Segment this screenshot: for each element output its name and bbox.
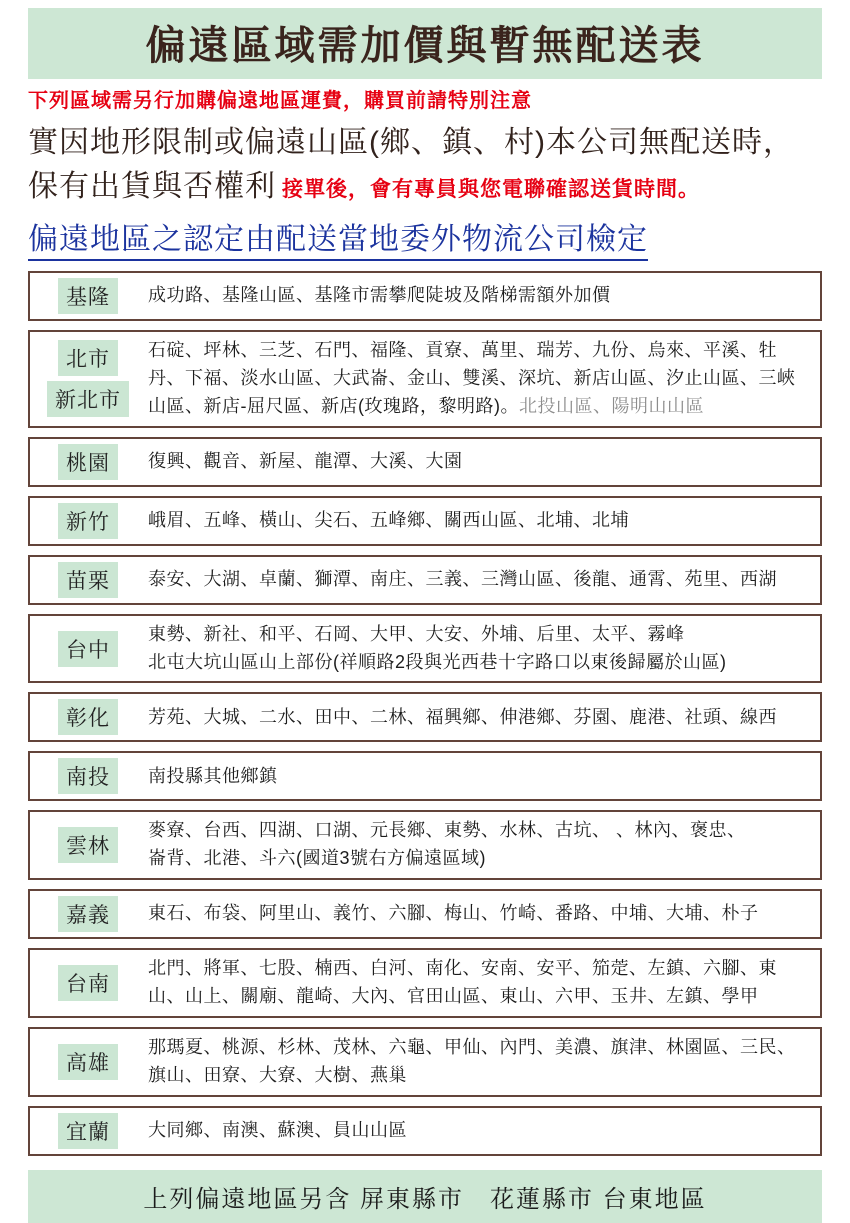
table-row-tainan <box>28 948 822 1018</box>
table-row-changhua <box>28 692 822 742</box>
region-label-group <box>46 896 130 932</box>
region-areas <box>148 955 810 1011</box>
region-label: 北市 <box>58 340 118 376</box>
region-areas <box>148 763 810 791</box>
area-text: 峨眉、五峰、橫山、尖石、五峰鄉、關西山區、北埔、北埔 <box>148 509 629 530</box>
region-areas <box>148 282 810 310</box>
table-row-nantou <box>28 751 822 801</box>
region-label-group <box>46 827 130 863</box>
region-label-group <box>46 1044 130 1080</box>
region-areas <box>148 448 810 476</box>
table-row-taichung <box>28 614 822 684</box>
area-text: 復興、觀音、新屋、龍潭、大溪、大園 <box>148 450 463 471</box>
remote-area-table <box>28 271 822 1156</box>
region-label: 高雄 <box>58 1044 118 1080</box>
region-label: 嘉義 <box>58 896 118 932</box>
area-text: 泰安、大湖、卓蘭、獅潭、南庄、三義、三灣山區、後龍、通霄、苑里、西湖 <box>148 568 777 589</box>
region-label: 桃園 <box>58 444 118 480</box>
region-label-group <box>46 562 130 598</box>
area-text: 大同鄉、南澳、蘇澳、員山山區 <box>148 1119 407 1140</box>
region-areas <box>148 566 810 594</box>
region-label-group <box>46 965 130 1001</box>
region-label: 新北市 <box>47 381 129 417</box>
area-text: 那瑪夏、桃源、杉林、茂林、六龜、甲仙、內門、美濃、旗津、林園區、三民、旗山、田寮、大寮、大樹、燕巢 <box>148 1037 796 1085</box>
table-row-kaohsiung <box>28 1027 822 1097</box>
region-label: 南投 <box>58 758 118 794</box>
area-text: 南投縣其他鄉鎮 <box>148 765 278 786</box>
region-label: 台中 <box>58 631 118 667</box>
table-row-yilan <box>28 1106 822 1156</box>
region-label: 彰化 <box>58 699 118 735</box>
table-row-hsinchu <box>28 496 822 546</box>
region-label-group <box>46 631 130 667</box>
region-areas <box>148 621 810 677</box>
policy-line-2-main: 保有出貨與否權利 <box>28 169 276 203</box>
region-label: 新竹 <box>58 503 118 539</box>
table-row-taipei <box>28 330 822 428</box>
area-text: 石碇、坪林、三芝、石門、福隆、貢寮、萬里、瑞芳、九份、烏來、平溪、牡丹、下福、淡水山區、大武崙、金山、雙溪、深坑、新店山區、汐止山區、三峽山區、新店-屈尺區、新店(玫瑰路，黎明路)。 <box>148 340 796 416</box>
region-areas <box>148 507 810 535</box>
region-areas <box>148 817 810 873</box>
area-text-line1: 東勢、新社、和平、石岡、大甲、大安、外埔、后里、太平、霧峰 <box>148 623 685 644</box>
region-label: 台南 <box>58 965 118 1001</box>
page-title: 偏遠區域需加價與暫無配送表 <box>145 24 705 68</box>
region-areas <box>148 704 810 732</box>
region-areas <box>148 1034 810 1090</box>
red-notice: 下列區域需另行加購偏遠地區運費，購買前請特別注意 <box>28 90 532 112</box>
policy-line-2-red: 接單後，會有專員與您電聯確認送貨時間。 <box>282 176 700 201</box>
policy-line-1: 實因地形限制或偏遠山區(鄉、鎮、村)本公司無配送時， <box>28 126 794 159</box>
title-banner <box>28 8 822 79</box>
table-row-keelung <box>28 271 822 321</box>
footer-banner: 上列偏遠地區另含 屏東縣市 花蓮縣市 台東地區 <box>28 1170 822 1223</box>
blue-heading: 偏遠地區之認定由配送當地委外物流公司檢定 <box>28 214 648 261</box>
area-text: 芳苑、大城、二水、田中、二林、福興鄉、伸港鄉、芬園、鹿港、社頭、線西 <box>148 706 777 727</box>
region-areas <box>148 1117 810 1145</box>
table-row-yunlin <box>28 810 822 880</box>
area-text: 北門、將軍、七股、楠西、白河、南化、安南、安平、笳萣、左鎮、六腳、東山、山上、關廟、龍崎、大內、官田山區、東山、六甲、玉井、左鎮、學甲 <box>148 958 777 1007</box>
area-text-line2: 北屯大坑山區山上部份(祥順路2段與光西巷十字路口以東後歸屬於山區) <box>148 651 727 672</box>
region-label-group <box>46 444 130 480</box>
area-text-gray: 北投山區、陽明山山區 <box>518 395 704 416</box>
region-label: 宜蘭 <box>58 1113 118 1149</box>
region-label: 雲林 <box>58 827 118 863</box>
region-label-group <box>46 699 130 735</box>
table-row-miaoli <box>28 555 822 605</box>
region-areas <box>148 900 810 928</box>
table-row-taoyuan <box>28 437 822 487</box>
area-text-line1: 麥寮、台西、四湖、口湖、元長鄉、東勢、水林、古坑、 、林內、褒忠、 <box>148 820 746 841</box>
region-label-group <box>46 1113 130 1149</box>
area-text: 成功路、基隆山區、基隆市需攀爬陡坡及階梯需額外加價 <box>148 285 611 306</box>
area-text: 東石、布袋、阿里山、義竹、六腳、梅山、竹崎、番路、中埔、大埔、朴子 <box>148 903 759 924</box>
region-label-group <box>46 340 130 417</box>
region-label-group <box>46 278 130 314</box>
region-label-group <box>46 758 130 794</box>
region-label: 苗栗 <box>58 562 118 598</box>
area-text-line2: 崙背、北港、斗六(國道3號右方偏遠區域) <box>148 848 486 869</box>
region-label: 基隆 <box>58 278 118 314</box>
table-row-chiayi <box>28 889 822 939</box>
region-label-group <box>46 503 130 539</box>
region-areas <box>148 337 810 421</box>
policy-text <box>28 121 822 208</box>
policy-line-2 <box>28 165 822 209</box>
